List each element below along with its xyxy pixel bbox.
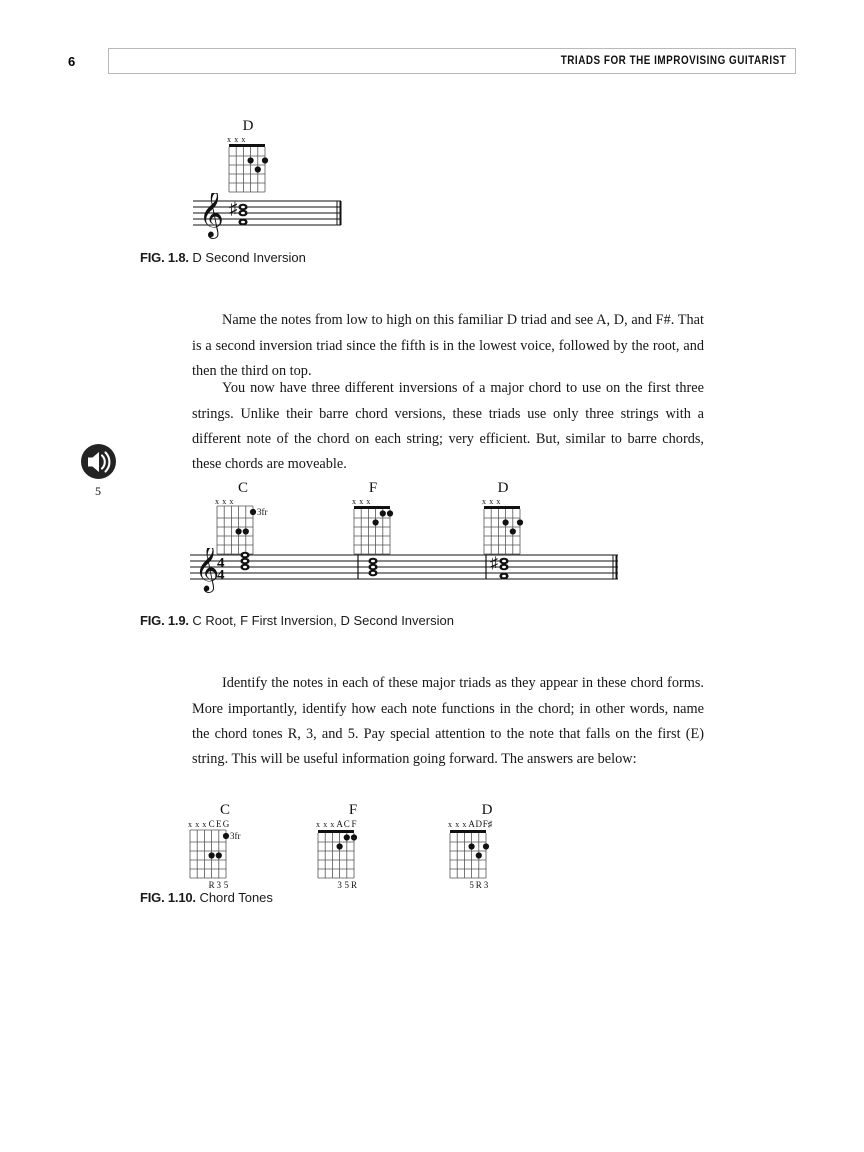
paragraph-3: Identify the notes in each of these major triads as they appear in these chord forms. More importantly, identify how each note functions in the chord; in other words, name the chord tones R, 3, and 5. Pay special attention to the note that falls on the first (E) string. This will be useful information going forward. The answers are below: bbox=[192, 675, 704, 768]
chord-diagram-f-fig110 bbox=[314, 802, 384, 894]
running-head bbox=[68, 48, 796, 74]
svg-text:x: x bbox=[366, 497, 371, 506]
note-name-labels bbox=[336, 819, 356, 829]
chord-fretboard bbox=[186, 818, 256, 894]
svg-text:x: x bbox=[330, 820, 335, 829]
note-name-labels bbox=[468, 819, 492, 829]
svg-text:3: 3 bbox=[337, 880, 342, 890]
running-head-box bbox=[108, 48, 796, 74]
svg-text:A: A bbox=[468, 819, 475, 829]
chord-diagram-d-fig19 bbox=[473, 480, 533, 558]
figure-number: FIG. 1.9. bbox=[140, 613, 189, 628]
svg-text:C: C bbox=[343, 819, 350, 829]
svg-text:5: 5 bbox=[469, 880, 474, 890]
staff-svg bbox=[193, 193, 343, 241]
chord-name: F bbox=[348, 802, 358, 818]
svg-text:x: x bbox=[323, 820, 328, 829]
chord-diagram-f-fig19 bbox=[343, 480, 403, 558]
svg-text:x: x bbox=[489, 497, 494, 506]
svg-text:x: x bbox=[227, 135, 231, 144]
svg-text:x: x bbox=[241, 135, 246, 144]
chord-name: D bbox=[497, 480, 509, 496]
chord-name: C bbox=[237, 480, 248, 496]
chord-notes-measure-2 bbox=[368, 558, 377, 577]
chord-fretboard bbox=[446, 818, 520, 894]
svg-text:x: x bbox=[482, 497, 486, 506]
svg-text:5: 5 bbox=[223, 880, 229, 890]
chord-name: C bbox=[219, 802, 230, 818]
time-signature-upper: 4 bbox=[217, 555, 225, 572]
svg-text:x: x bbox=[234, 135, 239, 144]
svg-text:A: A bbox=[336, 819, 343, 829]
note-name-labels bbox=[209, 819, 230, 829]
time-signature-lower: 4 bbox=[217, 567, 225, 584]
chord-diagram-d-fig18 bbox=[218, 118, 278, 196]
figure-number: FIG. 1.8. bbox=[140, 250, 189, 265]
svg-text:F: F bbox=[351, 819, 357, 829]
svg-text:C: C bbox=[208, 819, 215, 829]
sharp-accidental: ♯ bbox=[490, 555, 498, 572]
svg-text:x: x bbox=[352, 497, 356, 506]
running-head-title: TRIADS FOR THE IMPROVISING GUITARIST bbox=[560, 55, 786, 67]
svg-text:x: x bbox=[195, 820, 200, 829]
chord-notes-measure-1 bbox=[240, 552, 249, 571]
svg-text:x: x bbox=[188, 820, 192, 829]
svg-text:x: x bbox=[222, 497, 227, 506]
figure-caption-text: D Second Inversion bbox=[192, 250, 306, 265]
svg-text:x: x bbox=[215, 497, 219, 506]
svg-text:x: x bbox=[455, 820, 460, 829]
fret-position-label: 3fr bbox=[257, 507, 268, 517]
page-number: 6 bbox=[68, 53, 76, 69]
svg-text:x: x bbox=[462, 820, 467, 829]
chord-name: D bbox=[481, 802, 493, 818]
figure-caption-1-10 bbox=[140, 890, 273, 905]
treble-clef-glyph: 𝄞 bbox=[195, 548, 220, 590]
audio-track-number: 5 bbox=[95, 484, 101, 498]
chord-fretboard bbox=[225, 134, 271, 196]
chord-diagram-c-fig19 bbox=[213, 480, 273, 558]
svg-text:3: 3 bbox=[483, 880, 489, 890]
svg-text:R: R bbox=[208, 880, 215, 890]
chord-notes-measure-3 bbox=[499, 558, 508, 580]
chord-name: F bbox=[368, 480, 378, 496]
figure-caption-text: Chord Tones bbox=[199, 890, 273, 905]
svg-text:D: D bbox=[475, 819, 483, 829]
chord-diagram-c-fig110 bbox=[186, 802, 256, 894]
svg-text:x: x bbox=[202, 820, 207, 829]
svg-text:5: 5 bbox=[344, 880, 350, 890]
speaker-icon[interactable] bbox=[80, 443, 117, 480]
chord-diagram-d-fig110 bbox=[446, 802, 520, 894]
figure-caption-text: C Root, F First Inversion, D Second Inversion bbox=[192, 613, 454, 628]
svg-text:3: 3 bbox=[216, 880, 222, 890]
chord-tone-labels bbox=[209, 880, 229, 890]
sharp-accidental: ♯ bbox=[229, 199, 238, 218]
figure-number: FIG. 1.10. bbox=[140, 890, 196, 905]
svg-text:G: G bbox=[222, 819, 230, 829]
chord-fretboard bbox=[314, 818, 384, 894]
figure-caption-1-8 bbox=[140, 250, 306, 265]
svg-text:F♯: F♯ bbox=[482, 819, 493, 829]
chord-name: D bbox=[242, 118, 254, 134]
chord-tone-labels bbox=[469, 880, 488, 890]
fret-position-label: 3fr bbox=[230, 831, 241, 841]
svg-text:x: x bbox=[448, 820, 452, 829]
paragraph-1: Name the notes from low to high on this familiar D triad and see A, D, and F#. That is a second inversion triad since the fifth is in the lowest voice, followed by the root, and then the third on top. bbox=[192, 312, 704, 379]
staff-svg bbox=[190, 548, 620, 594]
audio-cue[interactable] bbox=[75, 443, 121, 499]
svg-text:x: x bbox=[229, 497, 234, 506]
svg-text:x: x bbox=[316, 820, 320, 829]
notation-staff-fig19 bbox=[190, 548, 620, 599]
svg-text:x: x bbox=[496, 497, 501, 506]
notation-staff-fig18 bbox=[193, 193, 343, 246]
svg-text:x: x bbox=[359, 497, 364, 506]
svg-text:R: R bbox=[475, 880, 482, 890]
chord-tone-labels bbox=[337, 880, 357, 890]
figure-caption-1-9 bbox=[140, 613, 454, 628]
treble-clef-glyph: 𝄞 bbox=[199, 193, 224, 237]
svg-text:R: R bbox=[350, 880, 358, 890]
svg-text:E: E bbox=[216, 819, 222, 829]
paragraph-2: You now have three different inversions of a major chord to use on the first three strings. Unlike their barre chord versions, these triads use only three strings with a different note of the chord on each string; very efficient. But, similar to barre chords, these chords are moveable. bbox=[192, 380, 704, 473]
